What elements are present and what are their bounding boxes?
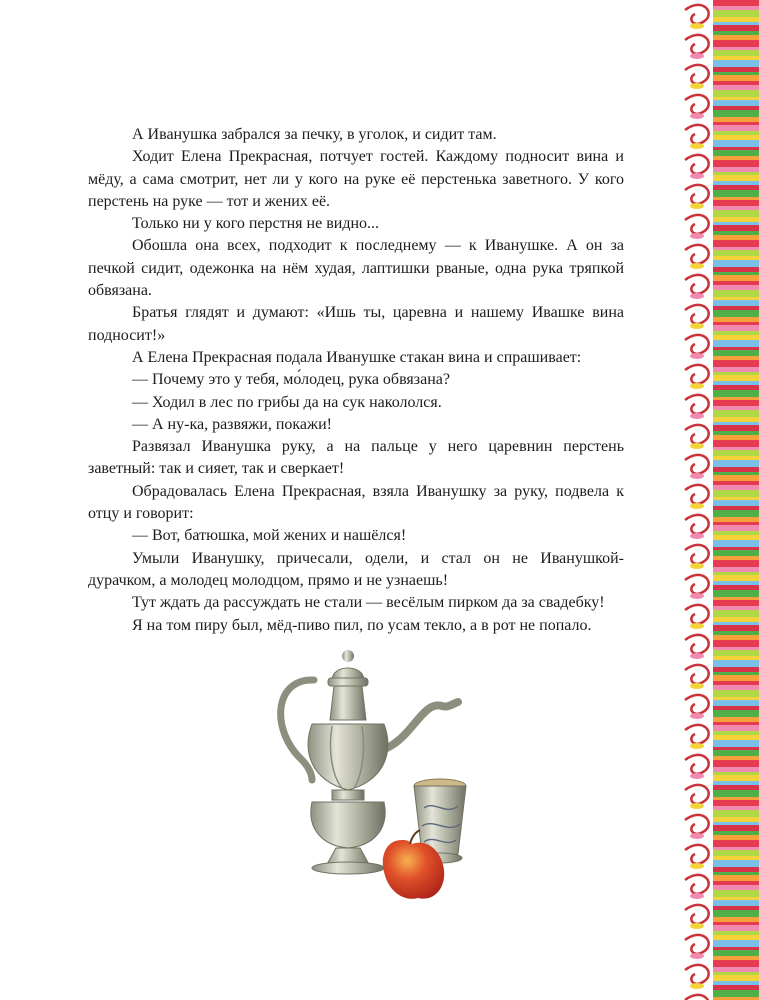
paragraph: Братья глядят и думают: «Ишь ты, царевна и нашему Ивашке вина подносит!» — [88, 304, 624, 344]
paragraph: А Елена Прекрасная подала Иванушке стакан вина и спрашивает: — [132, 348, 582, 366]
paragraph: Только ни у кого перстня не видно... — [132, 215, 380, 233]
paragraph: Ходит Елена Прекрасная, потчует гостей. Каждому подносит вина и мёду, а сама смотрит, нет ли у кого на руке её перстенька заветного. У кого перстень на руке — тот и жених её. — [88, 148, 624, 210]
paragraph: Обрадовалась Елена Прекрасная, взяла Иванушку за руку, подвела к отцу и говорит: — [88, 482, 624, 523]
paragraph: А Иванушка забрался за печку, в уголок, и сидит там. — [132, 126, 497, 143]
paragraph: Обошла она всех, подходит к последнему — к Иванушке. А он за печкой сидит, одежонка на нём худая, лаптишки рваные, одна рука тряпкой обвязана. — [88, 237, 624, 300]
paragraph: Развязал Иванушка руку, а на пальце у него царевнин перстень заветный: так и сияет, так и сверкает! — [88, 438, 624, 478]
illustration — [262, 640, 482, 910]
story-text — [88, 124, 624, 637]
paragraph: — Ходил в лес по грибы да на сук накололся. — [132, 393, 442, 411]
paragraph: — А ну-ка, развяжи, покажи! — [132, 415, 332, 433]
paragraph: Умыли Иванушку, причесали, одели, и стал он не Иванушкой-дурачком, а молодец молодцом, прямо и не узнаешь! — [88, 549, 624, 589]
paragraph: Тут ждать да рассуждать не стали — весёлым пирком да за свадебку! — [132, 594, 605, 612]
paragraph: — Вот, батюшка, мой жених и нашёлся! — [132, 527, 407, 545]
paragraph: — Почему это у тебя, мо́лодец, рука обвязана? — [132, 371, 450, 389]
ornament-border-icon — [683, 0, 759, 1000]
paragraph: Я на том пиру был, мёд-пиво пил, по усам текло, а в рот не попало. — [132, 616, 592, 634]
